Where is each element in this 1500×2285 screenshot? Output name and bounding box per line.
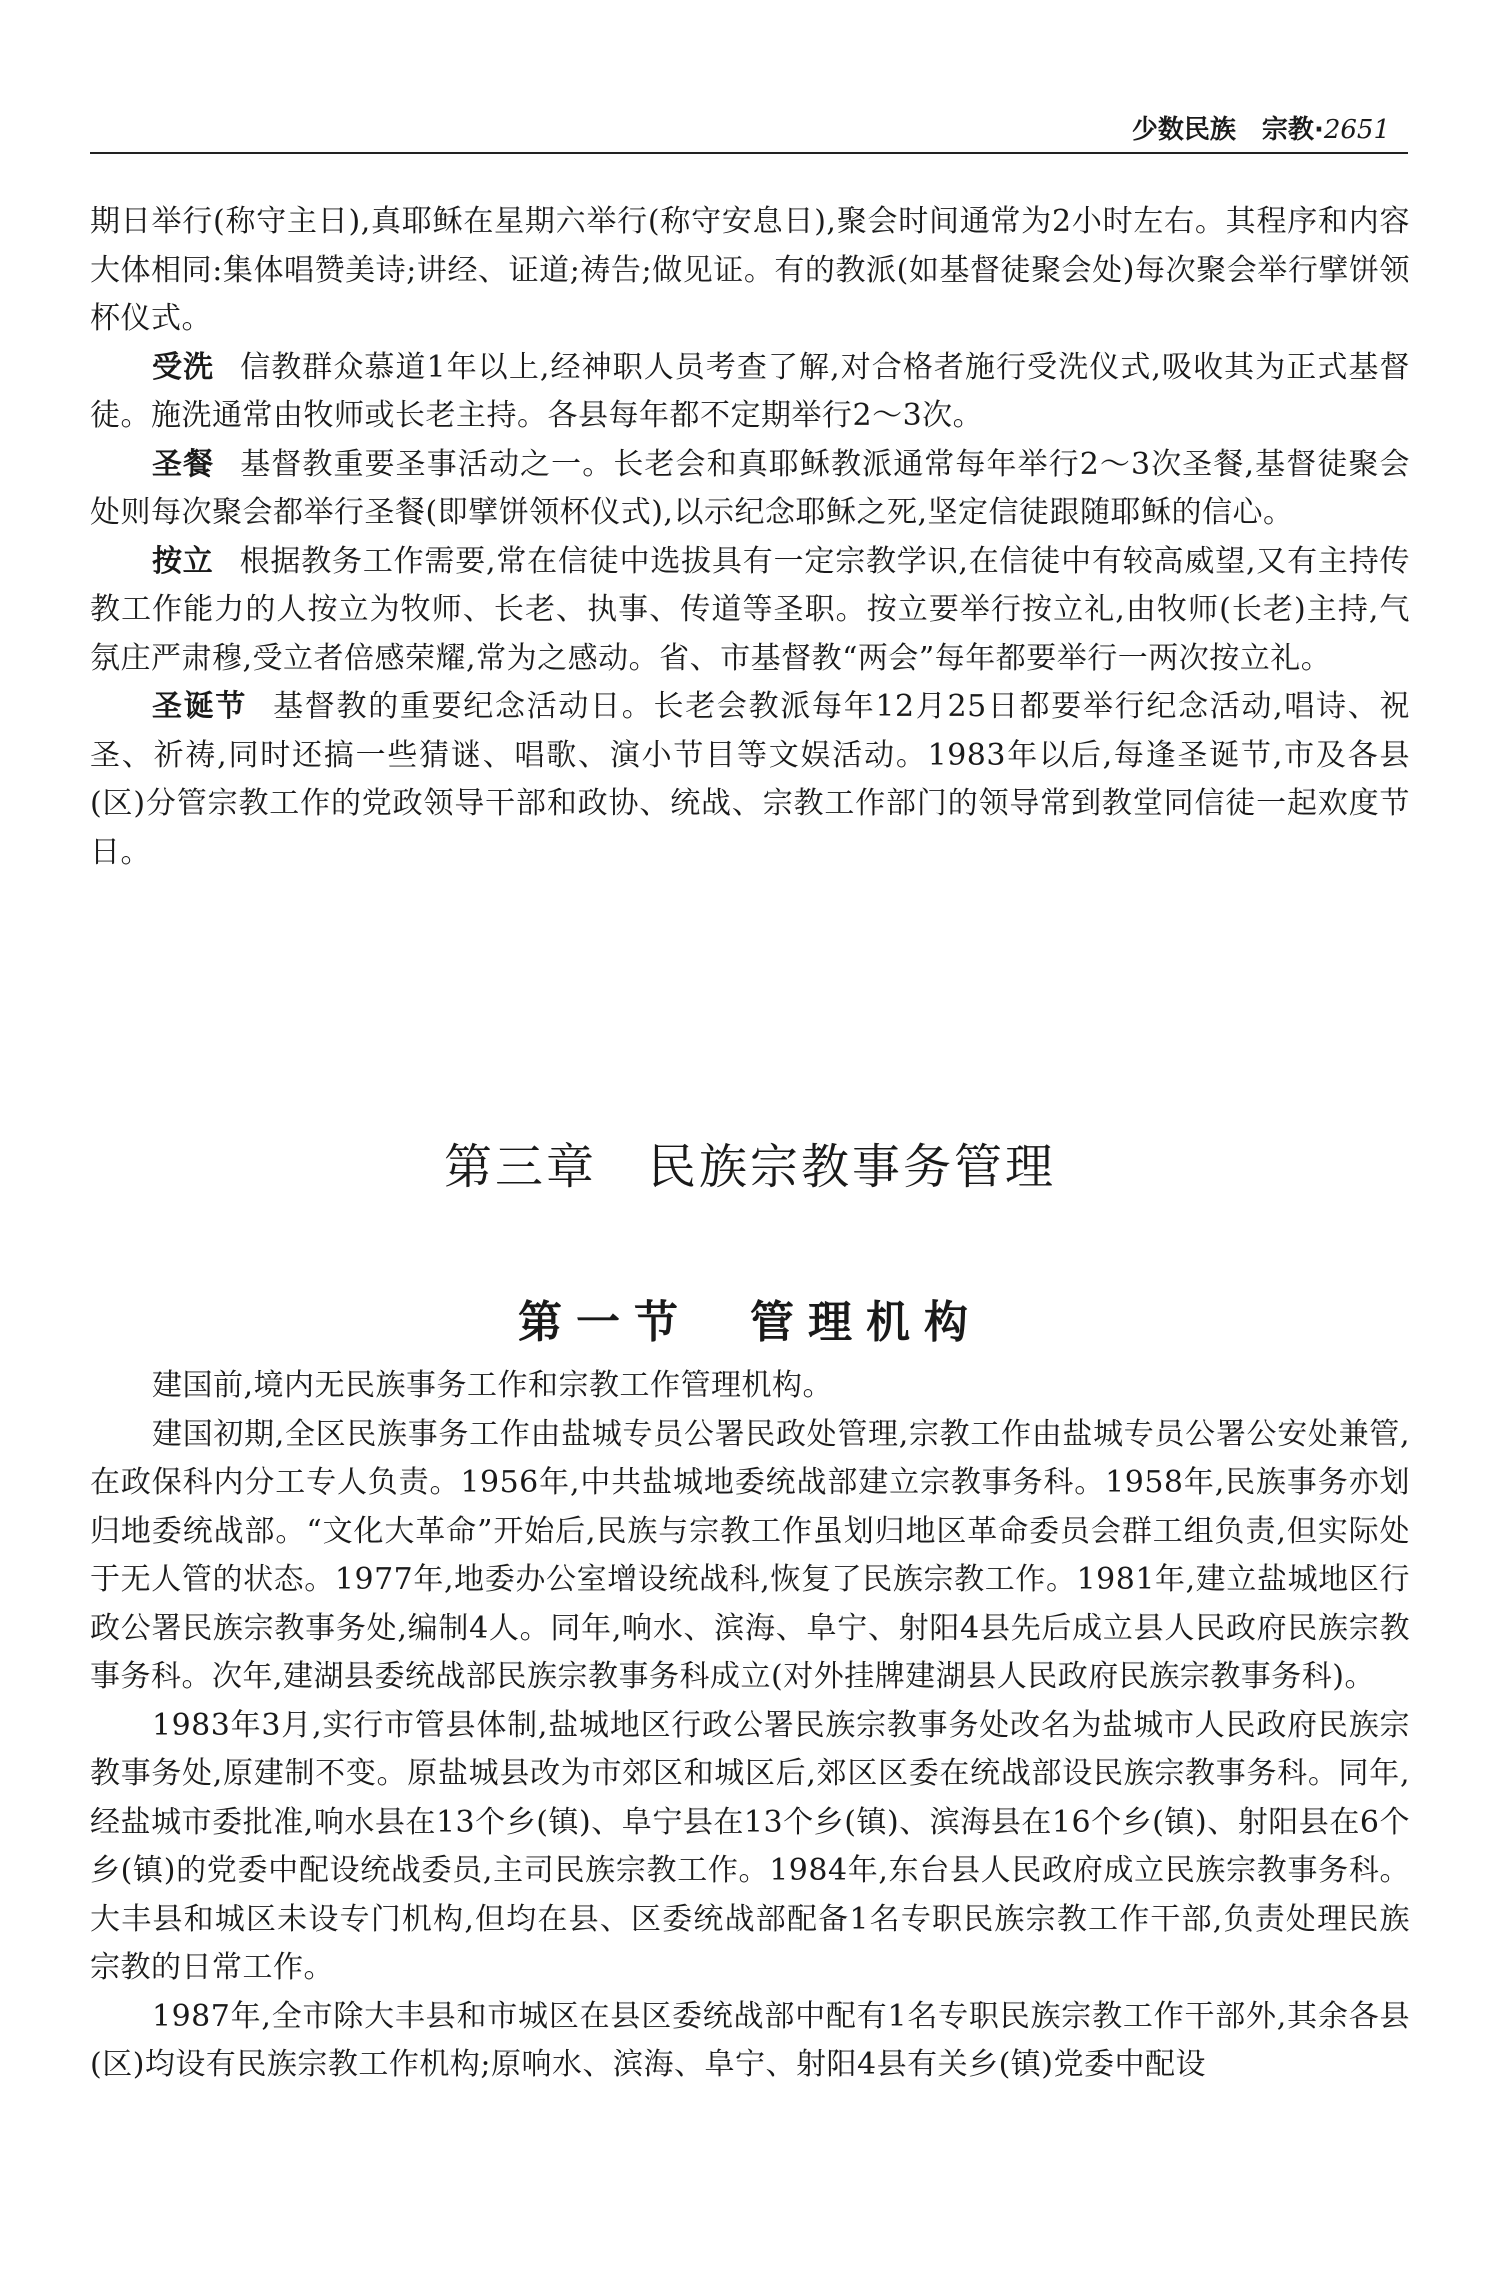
paragraph: 建国前,境内无民族事务工作和宗教工作管理机构。 — [152, 1368, 834, 1403]
top-text-block — [90, 198, 1410, 877]
paragraph-text: 根据教务工作需要,常在信徒中选拔具有一定宗教学识,在信徒中有较高威望,又有主持传教工作能力的人按立为牧师、长老、执事、传道等圣职。按立要举行按立礼,由牧师(长老)主持,气氛庄严肃穆,受立者倍感荣耀,常为之感动。省、市基督教“两会”每年都要举行一两次按立礼。 — [90, 543, 1411, 676]
term-heading: 圣诞节 — [152, 689, 248, 724]
section-title: 第一节 管理机构 — [518, 1296, 982, 1348]
paragraph-christmas — [90, 683, 1410, 877]
paragraph: 1983年3月,实行市管县体制,盐城地区行政公署民族宗教事务处改名为盐城市人民政府民族宗教事务处,原建制不变。原盐城县改为市郊区和城区后,郊区区委在统战部设民族宗教事务科。同年,经盐城市委批准,响水县在13个乡(镇)、阜宁县在13个乡(镇)、滨海县在16个乡(镇)、射阳县在6个乡(镇)的党委中配设统战委员,主司民族宗教工作。1984年,东台县人民政府成立民族宗教事务科。大丰县和城区未设专门机构,但均在县、区委统战部配备1名专职民族宗教工作干部,负责处理民族宗教的日常工作。 — [90, 1707, 1410, 1985]
paragraph: 建国初期,全区民族事务工作由盐城专员公署民政处管理,宗教工作由盐城专员公署公安处兼管,在政保科内分工专人负责。1956年,中共盐城地委统战部建立宗教事务科。1958年,民族事务亦划归地委统战部。“文化大革命”开始后,民族与宗教工作虽划归地区革命委员会群工组负责,但实际处于无人管的状态。1977年,地委办公室增设统战科,恢复了民族宗教工作。1981年,建立盐城地区行政公署民族宗教事务处,编制4人。同年,响水、滨海、阜宁、射阳4县先后成立县人民政府民族宗教事务科。次年,建湖县委统战部民族宗教事务科成立(对外挂牌建湖县人民政府民族宗教事务科)。 — [90, 1416, 1410, 1694]
paragraph-text: 信教群众慕道1年以上,经神职人员考查了解,对合格者施行受洗仪式,吸收其为正式基督徒。施洗通常由牧师或长老主持。各县每年都不定期举行2～3次。 — [90, 349, 1410, 433]
running-title: 少数民族 宗教 — [1131, 115, 1314, 145]
paragraph-text: 期日举行(称守主日),真耶稣在星期六举行(称守安息日),聚会时间通常为2小时左右。其程序和内容大体相同:集体唱赞美诗;讲经、证道;祷告;做见证。有的教派(如基督徒聚会处)每次聚会举行擘饼领杯仪式。 — [90, 204, 1410, 336]
term-heading: 按立 — [152, 543, 214, 579]
running-head — [1132, 112, 1390, 148]
section-text-block — [90, 1362, 1410, 2090]
paragraph: 1987年,全市除大丰县和市城区在县区委统战部中配有1名专职民族宗教工作干部外,其余各县(区)均设有民族宗教工作机构;原响水、滨海、阜宁、射阳4县有关乡(镇)党委中配设 — [90, 1998, 1410, 2082]
paragraph-baptism — [90, 344, 1410, 441]
running-head-separator: · — [1313, 115, 1324, 145]
paragraph-ordination — [90, 538, 1410, 684]
paragraph-continuation — [90, 198, 1410, 344]
paragraph-text: 基督教的重要纪念活动日。长老会教派每年12月25日都要举行纪念活动,唱诗、祝圣、祈祷,同时还搞一些猜谜、唱歌、演小节目等文娱活动。1983年以后,每逢圣诞节,市及各县(区)分管宗教工作的党政领导干部和政协、统战、宗教工作部门的领导常到教堂同信徒一起欢度节日。 — [90, 689, 1411, 870]
term-heading: 圣餐 — [152, 446, 215, 482]
page-number: 2651 — [1323, 115, 1390, 145]
paragraph-communion — [90, 441, 1410, 538]
paragraph-text: 基督教重要圣事活动之一。长老会和真耶稣教派通常每年举行2～3次圣餐,基督徒聚会处则每次聚会都举行圣餐(即擘饼领杯仪式),以示纪念耶稣之死,坚定信徒跟随耶稣的信心。 — [90, 446, 1411, 530]
header-rule — [90, 152, 1408, 154]
term-heading: 受洗 — [152, 349, 215, 385]
chapter-title: 第三章 民族宗教事务管理 — [443, 1139, 1056, 1196]
